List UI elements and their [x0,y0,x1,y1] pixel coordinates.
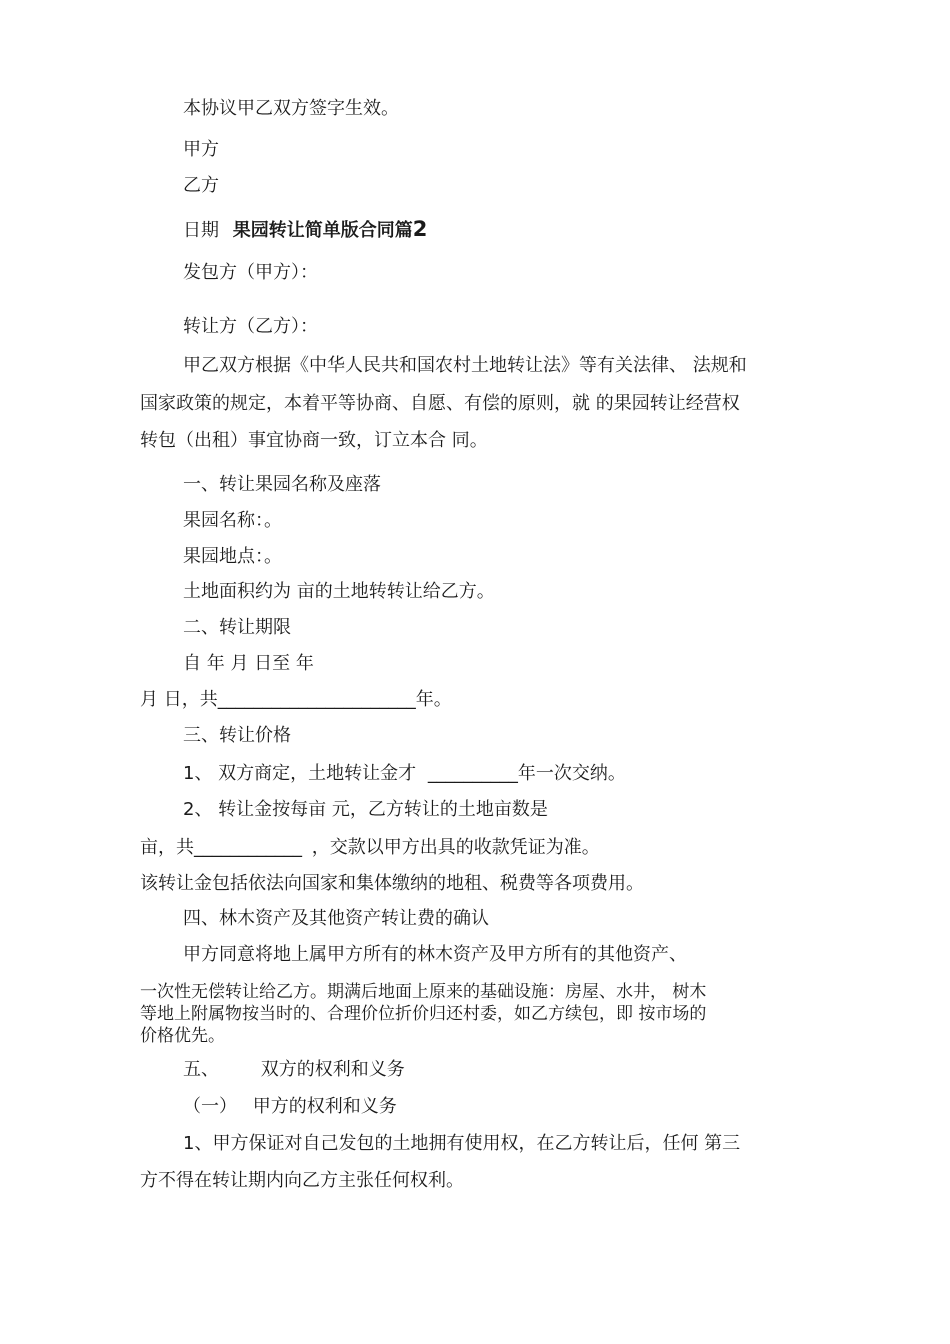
party-a-label: 甲方 [183,139,219,160]
section-title: 果园转让简单版合同篇 [232,220,413,241]
asset-line-1: 甲方同意将地上属甲方所有的林木资产及甲方所有的其他资产、 [183,944,687,965]
orchard-location-line: 果园地点：。 [183,546,282,567]
heading-two: 二、转让期限 [183,617,291,638]
heading-five [183,1059,405,1081]
preamble-line-1: 甲乙双方根据《中华人民共和国农村土地转让法》等有关法律、 法规和 [183,355,747,376]
party-b-label: 乙方 [183,175,219,196]
effect-line: 本协议甲乙双方签字生效。 [183,98,399,119]
price-item-2-text-b: ，交款以甲方出具的收款凭证为准。 [311,837,600,858]
subheading-one [183,1096,397,1118]
price-item-2-text-a: 亩，共 [140,837,194,858]
heading-three: 三、转让价格 [183,725,291,746]
preamble-line-2: 国家政策的规定，本着平等协商、自愿、有偿的原则，就 的果园转让经营权 [140,393,740,414]
fee-scope-line: 该转让金包括依法向国家和集体缴纳的地租、税费等各项费用。 [140,873,644,894]
heading-five-number: 五、 [183,1059,219,1080]
date-label: 日期 [183,220,219,241]
term-text-a: 月 日，共 [140,689,218,710]
subheading-one-text: 甲方的权利和义务 [252,1096,397,1117]
asset-line-4: 价格优先。 [140,1026,225,1046]
rights-line-1: 1、甲方保证对自己发包的土地拥有使用权，在乙方转让后，任何 第三 [183,1133,741,1154]
price-item-2: 2、 转让金按每亩 元，乙方转让的土地亩数是 [183,799,548,820]
rights-line-2: 方不得在转让期内向乙方主张任何权利。 [140,1170,464,1191]
price-item-2-cont [140,837,600,859]
section-number: 2 [412,217,428,241]
price-item-1 [183,763,626,785]
orchard-name-line: 果园名称：。 [183,510,282,531]
heading-five-text: 双方的权利和义务 [260,1059,405,1080]
term-years-blank: ______________________ [217,689,416,710]
preamble-line-3: 转包（出租）事宜协商一致，订立本合 同。 [140,430,488,451]
term-line-2 [140,689,452,711]
heading-four: 四、林木资产及其他资产转让费的确认 [183,908,489,929]
subheading-one-number: （一） [183,1096,237,1117]
price-item-1-text-b: 年一次交纳。 [517,763,626,784]
heading-one: 一、转让果园名称及座落 [183,474,381,495]
land-area-line: 土地面积约为 亩的土地转转让给乙方。 [183,581,495,602]
term-text-b: 年。 [415,689,452,710]
contractor-a-line: 发包方（甲方）： [183,262,318,283]
price-total-blank: ____________ [194,837,302,858]
asset-line-2: 一次性无偿转让给乙方。期满后地面上原来的基础设施：房屋、水井， 树木 [140,982,707,1002]
asset-line-3: 等地上附属物按当时的、合理价位折价归还村委，如乙方续包，即 按市场的 [140,1004,707,1024]
date-and-title-line [183,218,427,242]
price-item-1-text-a: 1、 双方商定，土地转让金才 [183,763,417,784]
price-item-1-blank: __________ [427,763,518,784]
contractor-b-line: 转让方（乙方）： [183,316,318,337]
term-line-1: 自 年 月 日至 年 [183,653,314,674]
